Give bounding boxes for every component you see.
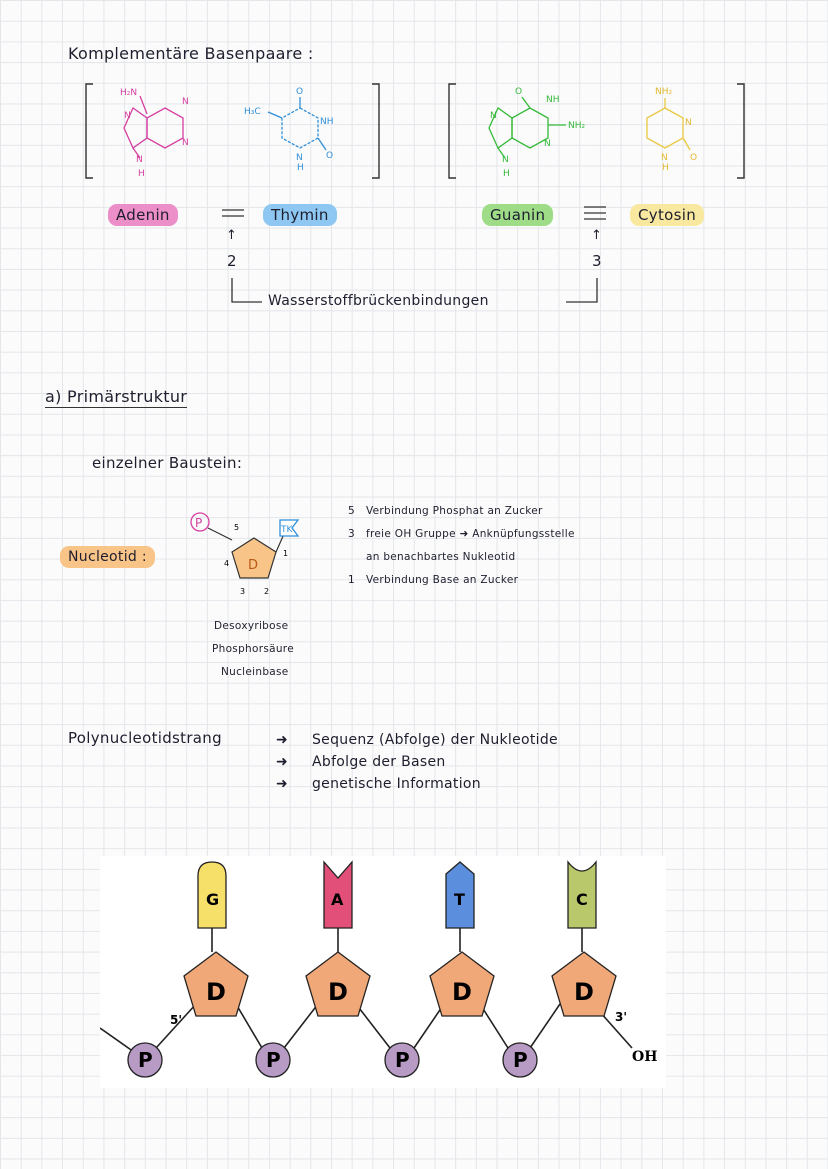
legend-num: 5: [348, 505, 355, 517]
legend-line: [348, 546, 768, 569]
guanin-nh: NH: [546, 95, 560, 105]
five-prime-label: 5': [170, 1013, 183, 1027]
guanin-n2: N: [544, 139, 551, 149]
sketch-tk: TK: [281, 525, 293, 535]
adenin-h: H: [138, 169, 145, 179]
arrow-gc: ↑: [591, 228, 603, 243]
subheading: einzelner Baustein:: [92, 454, 243, 472]
base-pairs-diagram: [0, 70, 828, 330]
bracket-left-2: [449, 84, 456, 178]
legend-line: [348, 500, 768, 523]
adenin-n2: N: [182, 138, 189, 148]
thymin-o-top: O: [296, 87, 304, 97]
cytosin-o: O: [690, 153, 698, 163]
point-row: [276, 751, 558, 773]
sketch-n3: 3: [240, 587, 246, 596]
base-g-label: G: [206, 890, 220, 909]
phosphate-label-4: P: [513, 1048, 528, 1072]
phosphate-label-3: P: [395, 1048, 410, 1072]
point-row: [276, 773, 558, 795]
thymin-label: Thymin: [263, 204, 337, 226]
guanin-o: O: [515, 87, 523, 97]
guanin-n1: N: [490, 111, 497, 121]
thymin-molecule: [282, 108, 318, 148]
cytosin-label: Cytosin: [630, 204, 704, 226]
page-title: Komplementäre Basenpaare :: [68, 44, 314, 63]
nucleotid-label: Nucleotid :: [60, 546, 155, 568]
cytosin-n-bottom: N: [661, 153, 668, 163]
guanin-molecule: [489, 97, 566, 158]
sugar-label-4: D: [574, 978, 594, 1006]
sketch-n5: 5: [234, 523, 240, 532]
count-at: 2: [227, 252, 237, 270]
arrow-icon: ➜: [276, 732, 289, 748]
phosphate-label-2: P: [266, 1048, 281, 1072]
point-text: Sequenz (Abfolge) der Nukleotide: [312, 732, 558, 748]
sugar-label-2: D: [328, 978, 348, 1006]
guanin-nh2: NH₂: [568, 121, 586, 131]
sketch-n1: 1: [283, 549, 289, 558]
arrow-icon: ➜: [276, 776, 289, 792]
legend-num: 1: [348, 574, 355, 586]
three-prime-label: 3': [615, 1010, 628, 1024]
legend-text: Verbindung Base an Zucker: [366, 574, 519, 586]
bracket-right-1: [372, 84, 379, 178]
base-t-label: T: [454, 890, 465, 909]
point-text: genetische Information: [312, 776, 481, 792]
arrow-at: ↑: [226, 228, 238, 243]
cytosin-molecule: [647, 98, 690, 150]
adenin-molecule: [124, 96, 183, 158]
part-nucleinbase: Nucleinbase: [221, 666, 289, 678]
adenin-label: Adenin: [108, 204, 178, 226]
point-row: [276, 729, 558, 751]
bond-gc: [584, 200, 585, 201]
guanin-n3: N: [502, 155, 509, 165]
guanin-label: Guanin: [482, 204, 553, 226]
polynucleotid-label: Polynucleotidstrang: [68, 729, 222, 747]
legend: [348, 500, 768, 592]
adenin-n3: N: [124, 111, 131, 121]
legend-line: [348, 569, 768, 592]
cytosin-n: N: [685, 118, 692, 128]
part-phosphorsaeure: Phosphorsäure: [212, 643, 294, 655]
bracket-left-1: [86, 84, 93, 178]
hbond-label: Wasserstoffbrückenbindungen: [268, 293, 489, 309]
guanin-h: H: [503, 169, 510, 179]
legend-text: freie OH Gruppe ➜ Anknüpfungsstelle: [366, 528, 575, 540]
nucleotide-sketch: [180, 508, 310, 608]
polynucleotid-points: [276, 729, 558, 795]
part-desoxyribose: Desoxyribose: [214, 620, 289, 632]
thymin-o-bottom: O: [326, 151, 334, 161]
sketch-n4: 4: [224, 559, 230, 568]
point-text: Abfolge der Basen: [312, 754, 446, 770]
cytosin-h: H: [662, 163, 669, 173]
strand-diagram: [100, 856, 666, 1088]
sketch-p: P: [195, 516, 203, 530]
sugar-label-3: D: [452, 978, 472, 1006]
adenin-n1: N: [182, 97, 189, 107]
base-a-label: A: [331, 890, 344, 909]
oh-label: OH: [632, 1049, 658, 1065]
bond-at: [222, 200, 223, 201]
cytosin-nh2: NH₂: [655, 87, 673, 97]
arrow-icon: ➜: [276, 754, 289, 770]
thymin-n: N: [296, 153, 303, 163]
legend-num: 3: [348, 528, 355, 540]
adenin-n4: N: [136, 155, 143, 165]
sugar-label-1: D: [206, 978, 226, 1006]
legend-text: an benachbartes Nukleotid: [366, 551, 516, 563]
legend-text: Verbindung Phosphat an Zucker: [366, 505, 543, 517]
bracket-right-2: [737, 84, 744, 178]
phosphate-label-1: P: [138, 1048, 153, 1072]
thymin-h: H: [297, 163, 304, 173]
count-gc: 3: [592, 252, 602, 270]
sketch-d: D: [248, 558, 259, 573]
thymin-nh: NH: [320, 117, 334, 127]
sketch-n2: 2: [264, 587, 270, 596]
section-heading: a) Primärstruktur: [45, 387, 188, 406]
adenin-h2n: H₂N: [120, 88, 138, 98]
legend-line: [348, 523, 768, 546]
thymin-h3c: H₃C: [244, 107, 261, 117]
base-c-label: C: [576, 890, 588, 909]
